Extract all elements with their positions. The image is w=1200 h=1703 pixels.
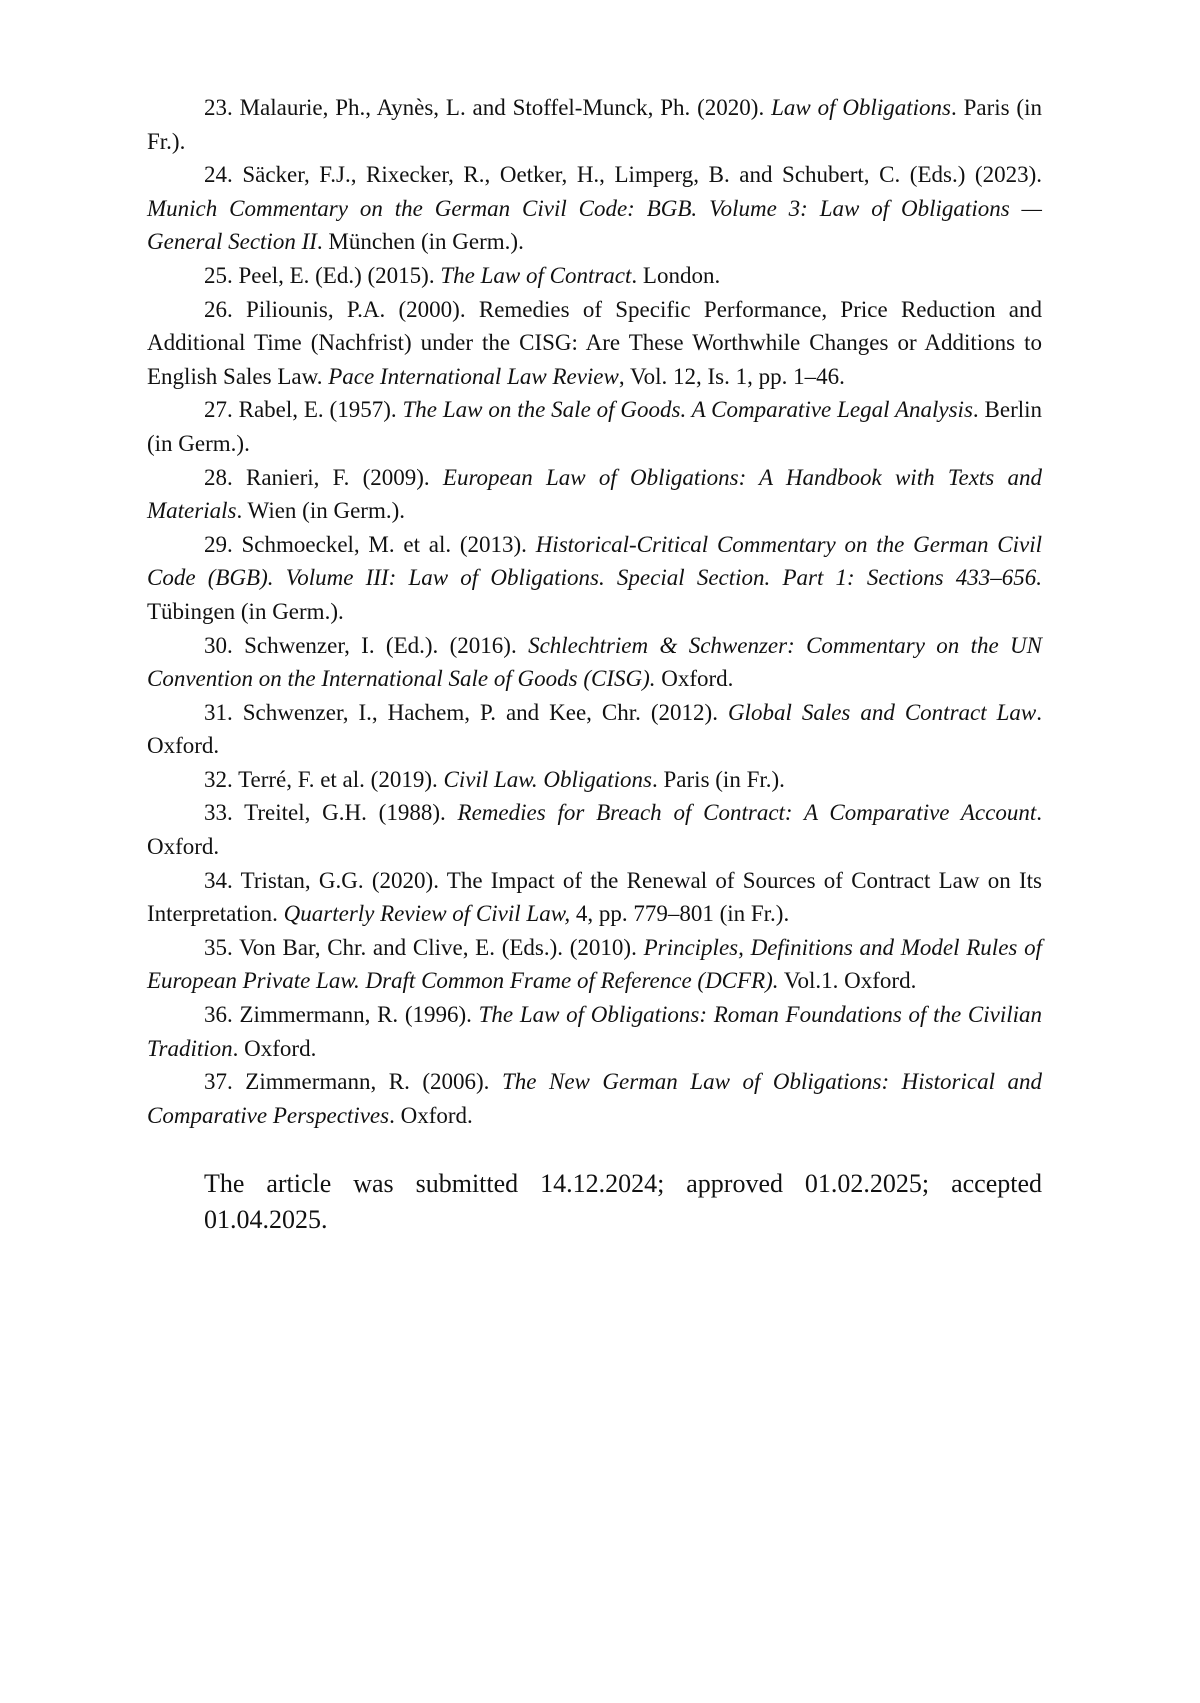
reference-item xyxy=(147,763,1042,797)
reference-number: 37. xyxy=(204,1069,233,1095)
reference-text: Treitel, G.H. (1988). xyxy=(232,800,458,826)
reference-title: Munich Commentary on the German Civil Code: BGB. Volume 3: Law of Obligations — General Section II xyxy=(147,195,1042,255)
reference-text: Schwenzer, I., Hachem, P. and Kee, Chr. (2012). xyxy=(232,699,728,725)
reference-title: Principles, Definitions and Model Rules of European Private Law. Draft Common Frame of Reference (DCFR). xyxy=(147,934,1042,994)
reference-number: 28. xyxy=(204,464,233,490)
reference-text: Peel, E. (Ed.) (2015). xyxy=(232,262,441,288)
reference-title: Remedies for Breach of Contract: A Comparative Account xyxy=(457,800,1037,826)
reference-item xyxy=(147,931,1042,998)
reference-text: Tristan, G.G. (2020). The Impact of the Renewal of Sources of Contract Law on Its Interpretation. xyxy=(147,867,1042,927)
reference-number: 27. xyxy=(204,397,233,423)
reference-text: . Oxford. xyxy=(389,1102,473,1128)
reference-number: 33. xyxy=(204,800,233,826)
reference-title: The New German Law of Obligations: Historical and Comparative Perspectives xyxy=(147,1069,1042,1128)
reference-text: . Wien (in Germ.). xyxy=(236,498,405,524)
reference-text: Zimmermann, R. (1996). xyxy=(232,1002,479,1028)
reference-item xyxy=(147,293,1042,394)
reference-text: Malaurie, Ph., Aynès, L. and Stoffel-Munck, Ph. (2020). xyxy=(232,95,772,120)
reference-title: The Law of Obligations: Roman Foundations of the Civilian Tradition xyxy=(147,1002,1042,1061)
reference-text: Piliounis, P.A. (2000). Remedies of Specific Performance, Price Reduction and Additional Time (Nachfrist) under the CISG: Are These Worthwhile Changes or Additions to English Sales Law. xyxy=(147,296,1042,389)
reference-text: Oxford. xyxy=(655,666,734,692)
reference-number: 24. xyxy=(204,162,233,188)
reference-text: Schwenzer, I. (Ed.). (2016). xyxy=(232,632,529,658)
reference-title: Civil Law. Obligations xyxy=(443,766,653,792)
reference-item xyxy=(147,998,1042,1065)
reference-item xyxy=(147,1065,1042,1132)
reference-text: Säcker, F.J., Rixecker, R., Oetker, H., Limperg, B. and Schubert, C. (Eds.) (2023). xyxy=(232,162,1042,188)
reference-item xyxy=(147,796,1042,863)
reference-text: Von Bar, Chr. and Clive, E. (Eds.). (2010). xyxy=(232,934,644,960)
reference-text: . Paris (in Fr.). xyxy=(652,766,785,792)
reference-text: . London. xyxy=(631,262,721,288)
submission-note: The article was submitted 14.12.2024; approved 01.02.2025; accepted 01.04.2025. xyxy=(204,1169,1042,1235)
reference-text: Ranieri, F. (2009). xyxy=(232,464,443,490)
document-page xyxy=(147,91,1042,1264)
reference-title: Historical-Critical Commentary on the German Civil Code (BGB). Volume III: Law of Obligations. Special Section. Part 1: Sections 433–656. xyxy=(147,531,1043,591)
reference-item xyxy=(147,528,1042,629)
reference-text: Rabel, E. (1957). xyxy=(232,397,403,423)
reference-number: 35. xyxy=(204,934,233,960)
reference-title: The Law on the Sale of Goods. A Comparative Legal Analysis xyxy=(402,397,973,423)
reference-list xyxy=(147,91,1042,1132)
reference-title: The Law of Contract xyxy=(440,262,632,288)
reference-number: 31. xyxy=(204,699,233,725)
reference-item xyxy=(147,158,1042,259)
reference-title: Law of Obligations xyxy=(771,95,951,120)
reference-text: , Vol. 12, Is. 1, pp. 1–46. xyxy=(618,363,845,389)
reference-title: Pace International Law Review xyxy=(328,363,619,389)
reference-text: Vol.1. Oxford. xyxy=(778,968,917,994)
reference-item xyxy=(147,461,1042,528)
reference-text: . Paris (in Fr.). xyxy=(147,95,1042,154)
reference-number: 30. xyxy=(204,632,233,658)
reference-number: 34. xyxy=(204,867,233,893)
reference-text: 4, pp. 779–801 (in Fr.). xyxy=(570,901,790,927)
reference-text: . München (in Germ.). xyxy=(316,229,524,255)
reference-text: Schmoeckel, M. et al. (2013). xyxy=(232,531,536,557)
reference-number: 23. xyxy=(204,95,233,120)
reference-number: 32. xyxy=(204,766,233,792)
reference-text: . Oxford. xyxy=(147,800,1042,860)
reference-text: Terré, F. et al. (2019). xyxy=(232,766,444,792)
reference-text: . Berlin (in Germ.). xyxy=(147,397,1043,456)
reference-item xyxy=(147,864,1042,931)
reference-text: Tübingen (in Germ.). xyxy=(147,598,344,624)
reference-item xyxy=(147,91,1042,158)
reference-title: Global Sales and Contract Law xyxy=(727,699,1037,725)
reference-text: . Oxford. xyxy=(147,699,1042,759)
reference-item xyxy=(147,629,1042,696)
reference-number: 25. xyxy=(204,262,233,288)
reference-item xyxy=(147,696,1042,763)
reference-item xyxy=(147,259,1042,293)
reference-number: 26. xyxy=(204,296,233,322)
reference-title: European Law of Obligations: A Handbook with Texts and Materials xyxy=(147,464,1042,524)
reference-text: Zimmermann, R. (2006). xyxy=(232,1069,502,1095)
reference-number: 36. xyxy=(204,1002,233,1028)
reference-number: 29. xyxy=(204,531,233,557)
reference-title: Quarterly Review of Civil Law, xyxy=(283,901,571,927)
reference-item xyxy=(147,393,1042,460)
reference-text: . Oxford. xyxy=(232,1035,317,1061)
reference-title: Schlechtriem & Schwenzer: Commentary on the UN Convention on the International Sale of Goods (CISG). xyxy=(147,632,1042,692)
